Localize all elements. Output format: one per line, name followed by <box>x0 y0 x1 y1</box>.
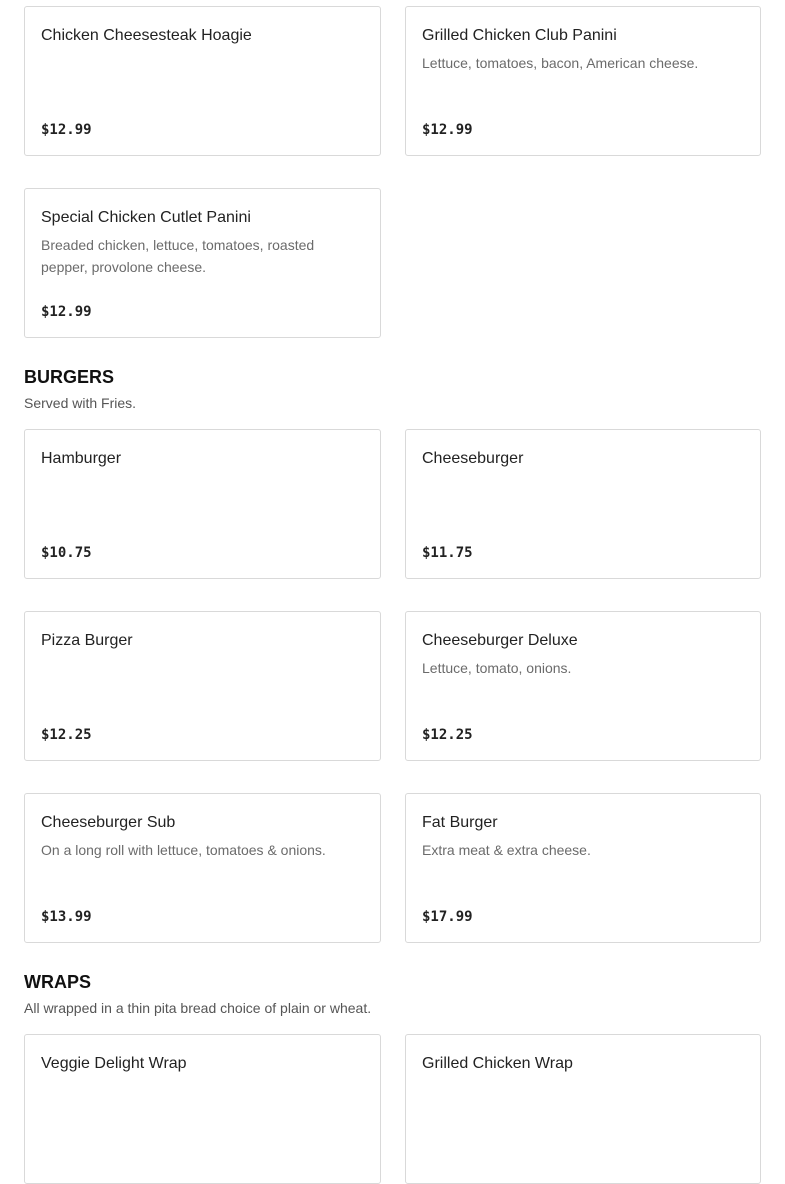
item-price: $12.25 <box>41 727 92 743</box>
burgers-section-header <box>0 365 785 413</box>
item-name: Pizza Burger <box>41 632 133 649</box>
item-price: $17.99 <box>422 909 473 925</box>
item-name: Grilled Chicken Wrap <box>422 1055 573 1072</box>
menu-item-card[interactable] <box>405 429 761 579</box>
menu-item-card[interactable] <box>24 429 381 579</box>
menu-item-card[interactable] <box>405 6 761 156</box>
item-description: On a long roll with lettuce, tomatoes & onions. <box>41 842 326 858</box>
section-title: WRAPS <box>24 972 91 992</box>
menu-item-card[interactable] <box>24 793 381 943</box>
burgers-grid <box>0 429 785 943</box>
section-subtitle: Served with Fries. <box>24 395 137 411</box>
item-price: $12.99 <box>41 122 92 138</box>
item-name: Cheeseburger Deluxe <box>422 632 578 649</box>
menu-item-card[interactable] <box>405 611 761 761</box>
menu-item-card[interactable] <box>405 1034 761 1184</box>
menu-item-card[interactable] <box>24 611 381 761</box>
section-title: BURGERS <box>24 367 115 387</box>
item-description: Lettuce, tomatoes, bacon, American cheese. <box>422 55 699 71</box>
menu-item-card[interactable] <box>405 793 761 943</box>
item-name: Grilled Chicken Club Panini <box>422 27 617 44</box>
item-name: Chicken Cheesesteak Hoagie <box>41 27 252 44</box>
item-name: Fat Burger <box>422 814 498 831</box>
menu-item-card[interactable] <box>24 1034 381 1184</box>
item-name: Hamburger <box>41 450 122 467</box>
item-description: Breaded chicken, lettuce, tomatoes, roasted pepper, provolone cheese. <box>41 237 315 275</box>
item-price: $12.99 <box>422 122 473 138</box>
sandwiches-grid <box>0 6 785 338</box>
item-description: Lettuce, tomato, onions. <box>422 660 572 676</box>
item-price: $11.75 <box>422 545 473 561</box>
item-price: $10.75 <box>41 545 92 561</box>
item-price: $13.99 <box>41 909 92 925</box>
item-price: $12.25 <box>422 727 473 743</box>
item-name: Cheeseburger Sub <box>41 814 176 831</box>
item-name: Veggie Delight Wrap <box>41 1055 187 1072</box>
wraps-section-header <box>0 970 785 1018</box>
item-name: Cheeseburger <box>422 450 524 467</box>
item-price: $12.99 <box>41 304 92 320</box>
item-description: Extra meat & extra cheese. <box>422 842 591 858</box>
wraps-grid <box>0 1034 785 1184</box>
menu-item-card[interactable] <box>24 188 381 338</box>
section-subtitle: All wrapped in a thin pita bread choice of plain or wheat. <box>24 1000 372 1016</box>
menu-item-card[interactable] <box>24 6 381 156</box>
item-name: Special Chicken Cutlet Panini <box>41 209 251 226</box>
